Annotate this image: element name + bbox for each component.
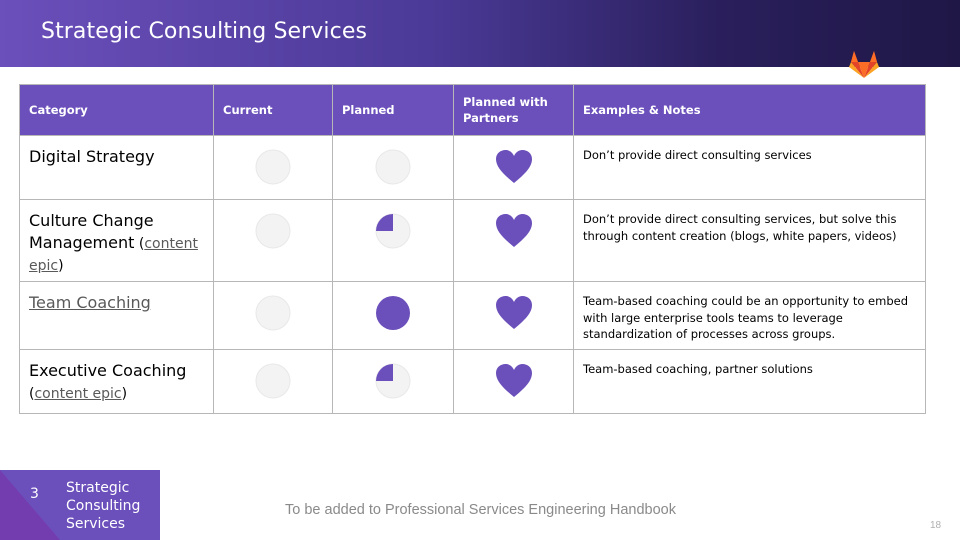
notes-cell: Team-based coaching could be an opportunity to embed with large enterprise tools teams to leverage standardization of processes across groups. <box>574 282 926 350</box>
partners-cell <box>454 136 574 200</box>
category-label: Executive Coaching <box>29 361 187 380</box>
slide-title: Strategic Consulting Services <box>41 19 368 44</box>
empty-circle-icon <box>375 149 411 185</box>
heart-icon <box>495 213 533 249</box>
planned-cell <box>333 200 454 282</box>
page-number: 18 <box>930 520 942 531</box>
table-row <box>20 350 926 414</box>
column-header-planned: Planned <box>333 85 454 136</box>
empty-circle-icon <box>255 213 291 249</box>
section-number: 3 <box>30 486 39 502</box>
category-label: Digital Strategy <box>29 147 155 166</box>
table-row <box>20 282 926 350</box>
team-coaching-link[interactable]: Team Coaching <box>29 293 151 312</box>
category-cell <box>20 350 214 414</box>
section-tab-decoration <box>0 470 60 540</box>
quarter-circle-icon <box>375 213 411 249</box>
empty-circle-icon <box>255 363 291 399</box>
heart-icon <box>495 295 533 331</box>
current-cell <box>214 200 333 282</box>
services-table <box>19 84 926 414</box>
category-link-open: ( <box>29 386 35 402</box>
table-row <box>20 200 926 282</box>
current-cell <box>214 282 333 350</box>
partners-cell <box>454 200 574 282</box>
current-cell <box>214 350 333 414</box>
empty-circle-icon <box>255 149 291 185</box>
category-link-open: ( <box>134 236 145 252</box>
category-link-close: ) <box>121 386 128 402</box>
slide-header <box>0 0 960 67</box>
content-epic-link[interactable]: content epic <box>29 236 198 274</box>
current-cell <box>214 136 333 200</box>
category-cell <box>20 200 214 282</box>
planned-cell <box>333 282 454 350</box>
category-cell <box>20 136 214 200</box>
heart-icon <box>495 363 533 399</box>
partners-cell <box>454 282 574 350</box>
notes-cell: Don’t provide direct consulting services, but solve this through content creation (blogs, white papers, videos) <box>574 200 926 282</box>
footer-note: To be added to Professional Services Engineering Handbook <box>285 502 676 518</box>
table-header-row <box>20 85 926 136</box>
category-cell <box>20 282 214 350</box>
empty-circle-icon <box>255 295 291 331</box>
content-epic-link[interactable]: content epic <box>34 386 122 402</box>
gitlab-tanuki-icon <box>848 48 880 80</box>
section-tab <box>0 470 160 540</box>
heart-icon <box>495 149 533 185</box>
table-row <box>20 136 926 200</box>
notes-cell: Don’t provide direct consulting services <box>574 136 926 200</box>
column-header-partners: Planned with Partners <box>454 85 574 136</box>
notes-cell: Team-based coaching, partner solutions <box>574 350 926 414</box>
category-link-close: ) <box>58 258 64 274</box>
column-header-current: Current <box>214 85 333 136</box>
section-label: Strategic Consulting Services <box>66 480 141 532</box>
partners-cell <box>454 350 574 414</box>
full-circle-icon <box>375 295 411 331</box>
column-header-category: Category <box>20 85 214 136</box>
planned-cell <box>333 350 454 414</box>
category-label: Culture Change Management <box>29 211 154 252</box>
quarter-circle-icon <box>375 363 411 399</box>
planned-cell <box>333 136 454 200</box>
column-header-notes: Examples & Notes <box>574 85 926 136</box>
